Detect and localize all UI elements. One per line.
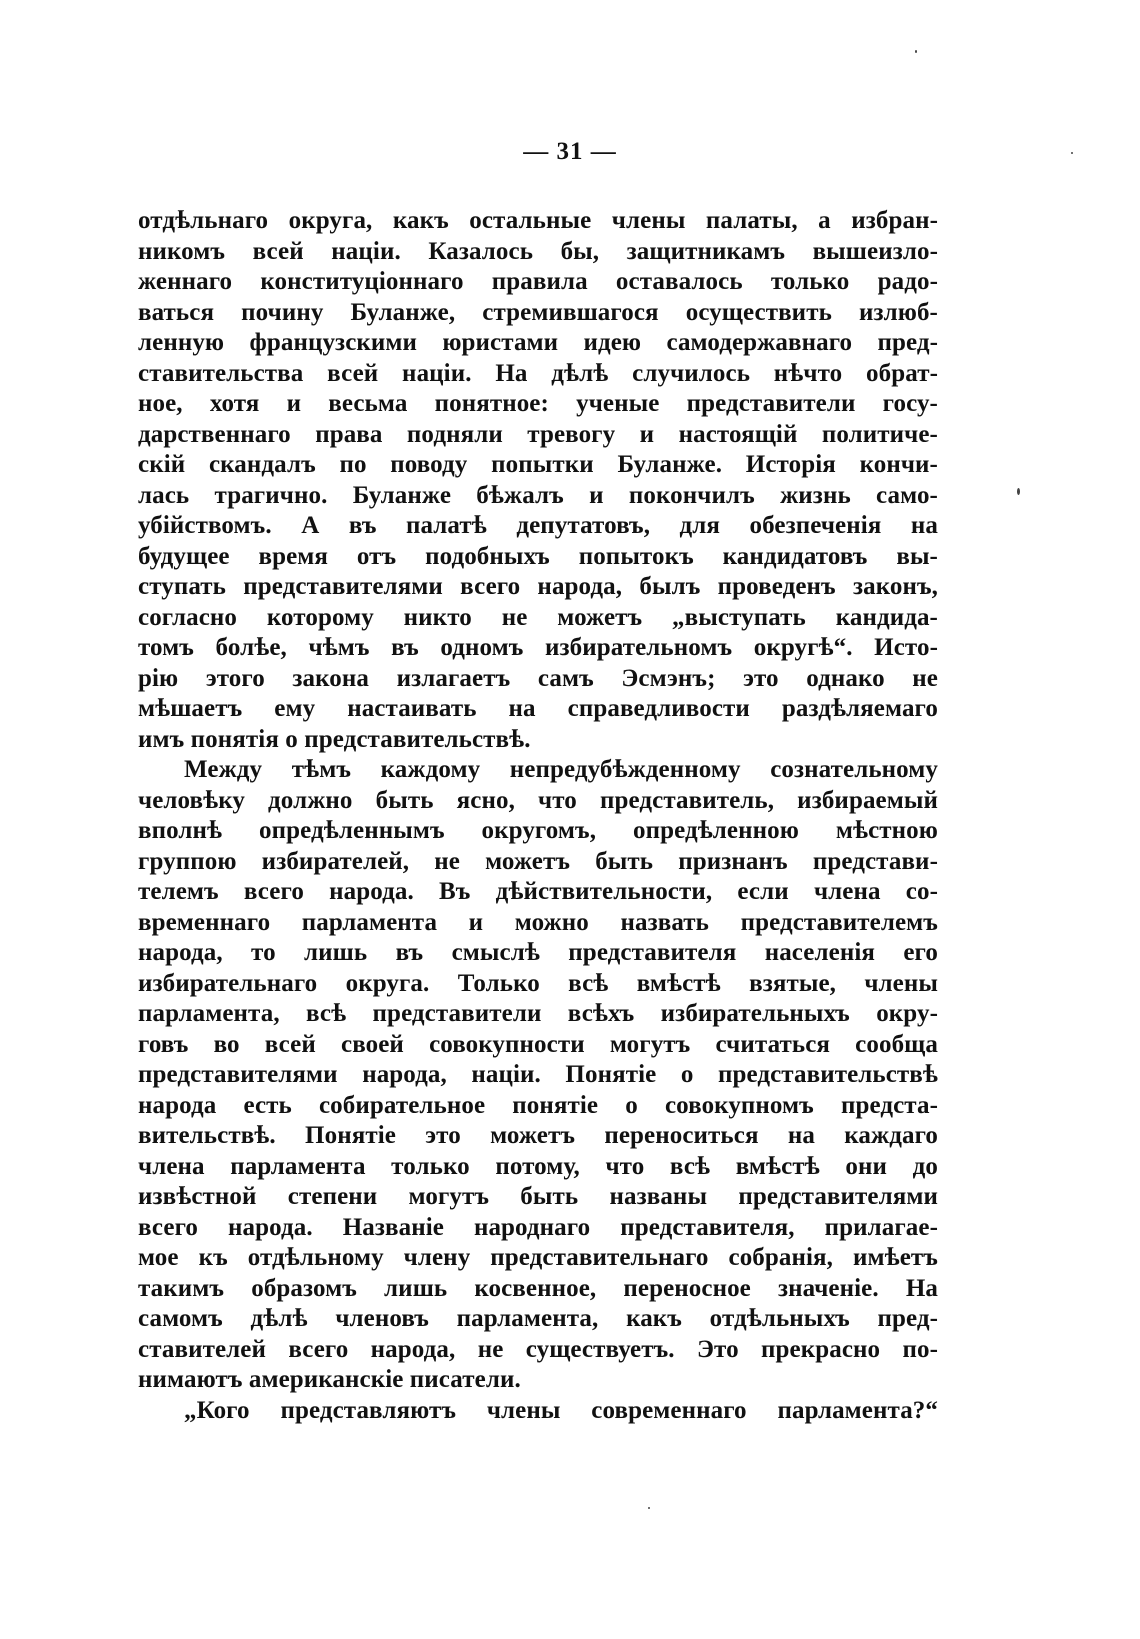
text-line: избирательнаго округа. Только всѣ вмѣстѣ взятые, члены xyxy=(138,969,938,997)
text-line: женнаго конституціоннаго правила оставалось только радо- xyxy=(138,268,938,295)
text-line: рію этого закона излагаетъ самъ Эсмэнъ; это однако не xyxy=(138,664,938,692)
page-number: — 31 — xyxy=(523,138,617,165)
text-line: ставительства всей націи. На дѣлѣ случилось нѣчто обрат- xyxy=(138,359,938,387)
text-line: нимаютъ американскіе писатели. xyxy=(138,1366,521,1393)
body-text xyxy=(138,206,938,1426)
text-line: временнаго парламента и можно назвать представителемъ xyxy=(138,908,938,936)
text-line: такимъ образомъ лишь косвенное, переносное значеніе. На xyxy=(138,1274,938,1302)
scan-speck xyxy=(1017,488,1020,495)
text-line: вполнѣ опредѣленнымъ округомъ, опредѣленною мѣстною xyxy=(138,817,938,844)
text-line: „Кого представляютъ члены современнаго парламента?“ xyxy=(184,1396,938,1424)
text-line: убійствомъ. А въ палатѣ депутатовъ, для обезпеченія на xyxy=(138,512,938,539)
text-line: извѣстной степени могутъ быть названы представителями xyxy=(138,1183,938,1210)
text-line: ставителей всего народа, не существуетъ. Это прекрасно по- xyxy=(138,1335,938,1363)
text-line: мѣшаетъ ему настаивать на справедливости раздѣляемаго xyxy=(138,695,938,722)
text-line: представителями народа, націи. Понятіе о представительствѣ xyxy=(138,1061,938,1088)
text-line: дарственнаго права подняли тревогу и настоящій политиче- xyxy=(138,420,938,448)
scan-speck xyxy=(648,1507,650,1509)
text-line: скій скандалъ по поводу попытки Буланже. Исторія кончи- xyxy=(138,451,938,478)
text-line: народа есть собирательное понятіе о совокупномъ предста- xyxy=(138,1091,938,1119)
text-line: отдѣльнаго округа, какъ остальные члены палаты, а избран- xyxy=(138,207,938,234)
text-line: всего народа. Названіе народнаго представителя, прилагае- xyxy=(138,1213,938,1241)
text-line: человѣку должно быть ясно, что представитель, избираемый xyxy=(138,786,938,814)
text-line: вительствѣ. Понятіе это можетъ переноситься на каждаго xyxy=(138,1122,938,1149)
text-line: ное, хотя и весьма понятное: ученые представители госу- xyxy=(138,390,938,417)
text-line: самомъ дѣлѣ членовъ парламента, какъ отдѣльныхъ пред- xyxy=(138,1305,938,1332)
text-line: ступать представителями всего народа, былъ проведенъ законъ, xyxy=(138,573,938,600)
text-line: ваться почину Буланже, стремившагося осуществить излюб- xyxy=(138,298,938,326)
text-line: томъ болѣе, чѣмъ въ одномъ избирательномъ округѣ“. Исто- xyxy=(138,634,938,661)
text-line: Между тѣмъ каждому непредубѣжденному сознательному xyxy=(184,756,938,783)
text-line: никомъ всей націи. Казалось бы, защитникамъ вышеизло- xyxy=(138,237,938,265)
text-line: будущее время отъ подобныхъ попытокъ кандидатовъ вы- xyxy=(138,542,938,570)
text-line: говъ во всей своей совокупности могутъ считаться сообща xyxy=(138,1030,938,1058)
text-line: лась трагично. Буланже бѣжалъ и покончилъ жизнь само- xyxy=(138,481,938,509)
text-line: имъ понятія о представительствѣ. xyxy=(138,725,531,753)
text-line: телемъ всего народа. Въ дѣйствительности, если члена со- xyxy=(138,878,938,905)
text-line: мое къ отдѣльному члену представительнаго собранія, имѣетъ xyxy=(138,1244,938,1271)
text-line: согласно которому никто не можетъ „выступать кандида- xyxy=(138,603,938,631)
text-line: члена парламента только потому, что всѣ вмѣстѣ они до xyxy=(138,1152,938,1180)
text-line: группою избирателей, не можетъ быть признанъ представи- xyxy=(138,847,938,875)
scan-speck xyxy=(1071,152,1073,154)
text-line: ленную французскими юристами идею самодержавнаго пред- xyxy=(138,329,938,356)
text-line: народа, то лишь въ смыслѣ представителя населенія его xyxy=(138,939,938,966)
scan-speck xyxy=(915,50,917,53)
text-line: парламента, всѣ представители всѣхъ избирательныхъ окру- xyxy=(138,1000,938,1027)
